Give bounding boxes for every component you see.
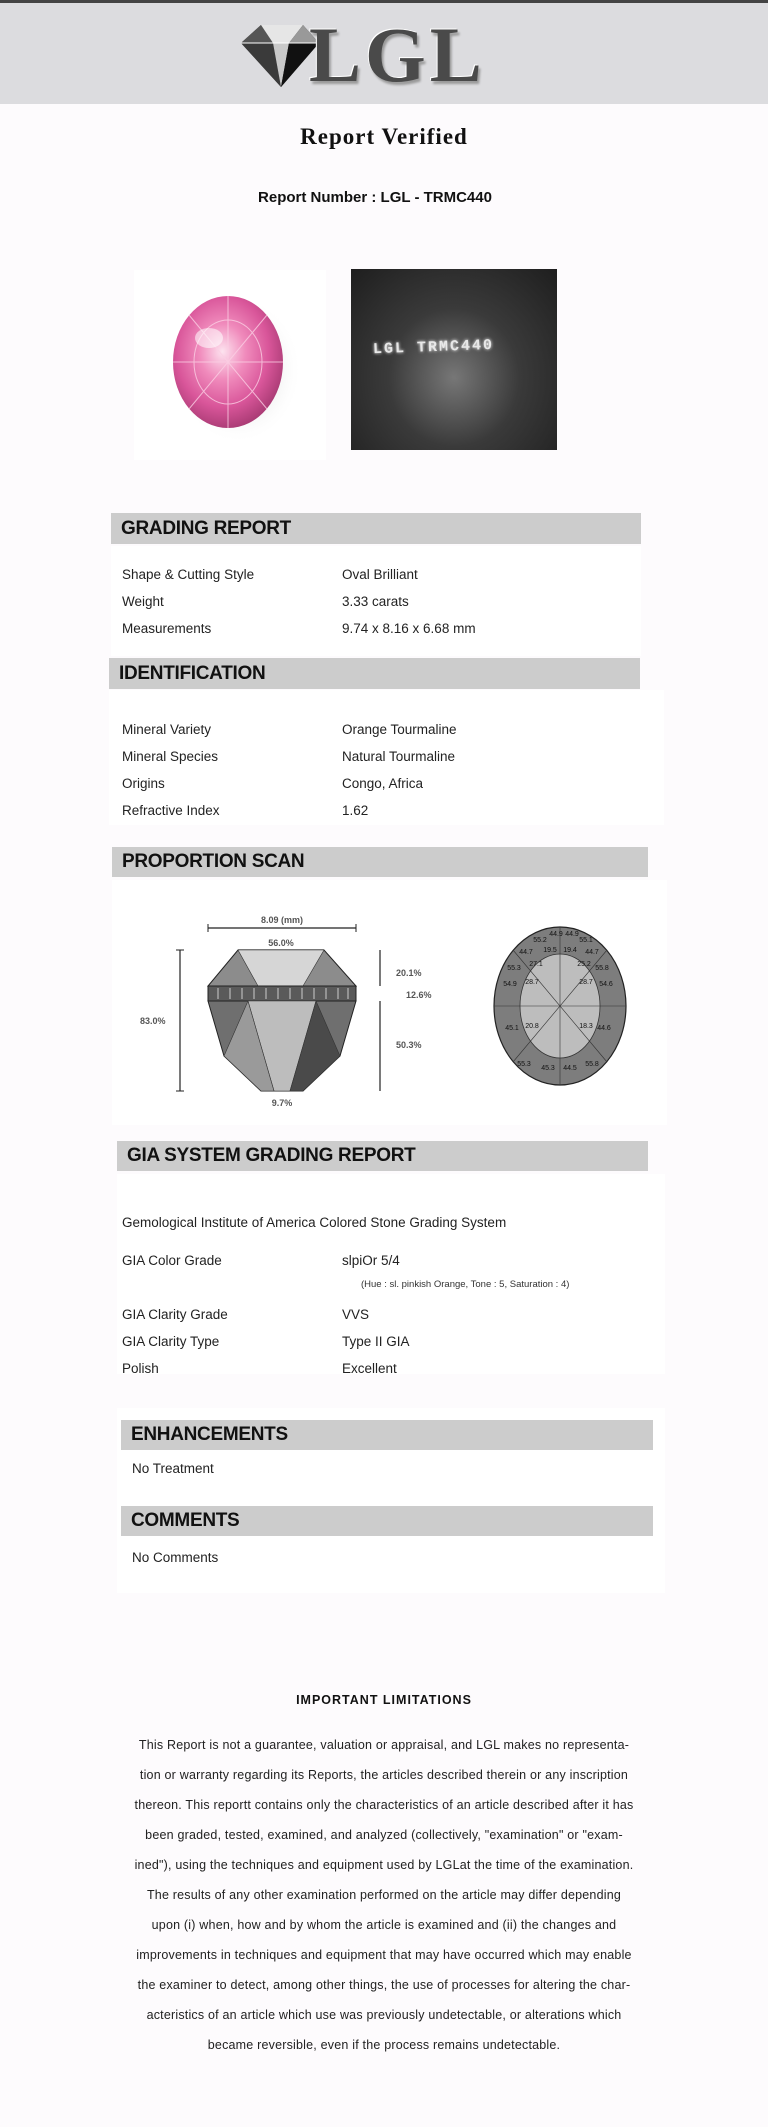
limitations-line: became reversible, even if the process remains undetectable. <box>207 2038 561 2052</box>
facet-percent-label: 19.5 <box>543 947 557 954</box>
facet-percent-label: 18.3 <box>579 1023 593 1030</box>
gia-value: slpiOr 5/4 <box>342 1253 400 1268</box>
grading-label: Measurements <box>122 621 212 636</box>
facet-percent-label: 55.8 <box>585 1061 599 1068</box>
grading-label: Shape & Cutting Style <box>122 567 255 582</box>
width-label: 8.09 (mm) <box>260 915 304 925</box>
facet-percent-label: 45.3 <box>541 1065 555 1072</box>
facet-percent-label: 44.6 <box>597 1025 611 1032</box>
pavilion-percent-label: 50.3% <box>396 1040 422 1050</box>
identification-value: Natural Tourmaline <box>342 749 456 764</box>
identification-label: Mineral Variety <box>122 722 212 737</box>
limitations-line: This Report is not a guarantee, valuation or appraisal, and LGL makes no representa- <box>138 1738 630 1752</box>
lgl-logo <box>233 11 493 98</box>
table-percent-label: 56.0% <box>268 938 294 948</box>
facet-percent-label: 54.6 <box>599 981 613 988</box>
limitations-line: The results of any other examination performed on the article may differ depending <box>146 1888 622 1902</box>
side-profile-diagram <box>118 906 448 1118</box>
girdle-percent-label: 12.6% <box>406 990 432 1000</box>
limitations-line: improvements in techniques and equipment that may have occurred which may enable <box>136 1948 632 1962</box>
top-view-diagram <box>474 906 646 1118</box>
grading-value: 3.33 carats <box>342 594 409 609</box>
facet-percent-label: 44.9 <box>549 931 563 938</box>
facet-percent-label: 55.2 <box>533 937 547 944</box>
facet-percent-label: 45.1 <box>505 1025 519 1032</box>
facet-percent-label: 28.7 <box>579 979 593 986</box>
total-depth-label: 83.0% <box>140 1016 166 1026</box>
culet-percent-label: 9.7% <box>271 1098 293 1108</box>
inscription-photo <box>351 269 557 450</box>
limitations-line: thereon. This reportt contains only the characteristics of an article described after it has <box>134 1798 634 1812</box>
crown-percent-label: 20.1% <box>396 968 422 978</box>
gia-value: VVS <box>342 1307 370 1322</box>
limitations-line: ined"), using the techniques and equipment used by LGLat the time of the examination. <box>134 1858 634 1872</box>
gia-report-heading: GIA SYSTEM GRADING REPORT <box>117 1141 648 1171</box>
gia-value: Type II GIA <box>342 1334 410 1349</box>
facet-percent-label: 27.1 <box>529 961 543 968</box>
identification-label: Refractive Index <box>122 803 220 818</box>
grading-report-heading: GRADING REPORT <box>111 513 641 544</box>
facet-percent-label: 44.7 <box>519 949 533 956</box>
facet-percent-label: 44.7 <box>585 949 599 956</box>
identification-label: Mineral Species <box>122 749 219 764</box>
identification-value: Congo, Africa <box>342 776 424 791</box>
hue-note: (Hue : sl. pinkish Orange, Tone : 5, Saturation : 4) <box>361 1279 570 1290</box>
header-banner <box>0 3 768 104</box>
enhancements-heading: ENHANCEMENTS <box>121 1420 653 1450</box>
grading-label: Weight <box>122 594 164 609</box>
gia-label: GIA Clarity Grade <box>122 1307 228 1322</box>
facet-percent-label: 55.1 <box>579 937 593 944</box>
identification-label: Origins <box>122 776 165 791</box>
grading-value: Oval Brilliant <box>342 567 418 582</box>
limitations-line: tion or warranty regarding its Reports, the articles described therein or any inscription <box>139 1768 629 1782</box>
comments-heading: COMMENTS <box>121 1506 653 1536</box>
gia-label: Polish <box>122 1361 159 1376</box>
facet-percent-label: 44.5 <box>563 1065 577 1072</box>
facet-percent-label: 19.4 <box>563 947 577 954</box>
laser-inscription: LGL TRMC440 <box>372 336 495 359</box>
page-title: Report Verified <box>300 124 468 149</box>
identification-heading: IDENTIFICATION <box>109 658 640 689</box>
grading-value: 9.74 x 8.16 x 6.68 mm <box>342 621 476 636</box>
gia-label: GIA Clarity Type <box>122 1334 220 1349</box>
gia-value: Excellent <box>342 1361 397 1376</box>
facet-percent-label: 55.3 <box>517 1061 531 1068</box>
identification-value: Orange Tourmaline <box>342 722 457 737</box>
facet-percent-label: 55.3 <box>507 965 521 972</box>
facet-percent-label: 20.8 <box>525 1023 539 1030</box>
gemstone-photo <box>134 270 326 460</box>
facet-percent-label: 54.9 <box>503 981 517 988</box>
facet-percent-label: 44.9 <box>565 931 579 938</box>
facet-percent-label: 55.8 <box>595 965 609 972</box>
limitations-line: the examiner to detect, among other things, the use of processes for altering the char- <box>137 1978 631 1992</box>
limitations-line: acteristics of an article which use was previously undetectable, or alterations which <box>146 2008 622 2022</box>
gia-intro: Gemological Institute of America Colored Stone Grading System <box>122 1215 507 1230</box>
logo-text: LGL <box>309 11 486 98</box>
limitations-line: upon (i) when, how and by whom the article is examined and (ii) the changes and <box>151 1918 617 1932</box>
gia-label: GIA Color Grade <box>122 1253 222 1268</box>
limitations-line: been graded, tested, examined, and analyzed (collectively, "examination" or "exam- <box>145 1828 623 1842</box>
limitations-heading: IMPORTANT LIMITATIONS <box>296 1693 472 1707</box>
enhancements-text: No Treatment <box>132 1461 214 1476</box>
comments-text: No Comments <box>132 1550 219 1565</box>
facet-percent-label: 25.2 <box>577 961 591 968</box>
proportion-scan-heading: PROPORTION SCAN <box>112 847 648 877</box>
identification-value: 1.62 <box>342 803 369 818</box>
facet-percent-label: 28.7 <box>525 979 539 986</box>
report-number: Report Number : LGL - TRMC440 <box>258 189 492 206</box>
